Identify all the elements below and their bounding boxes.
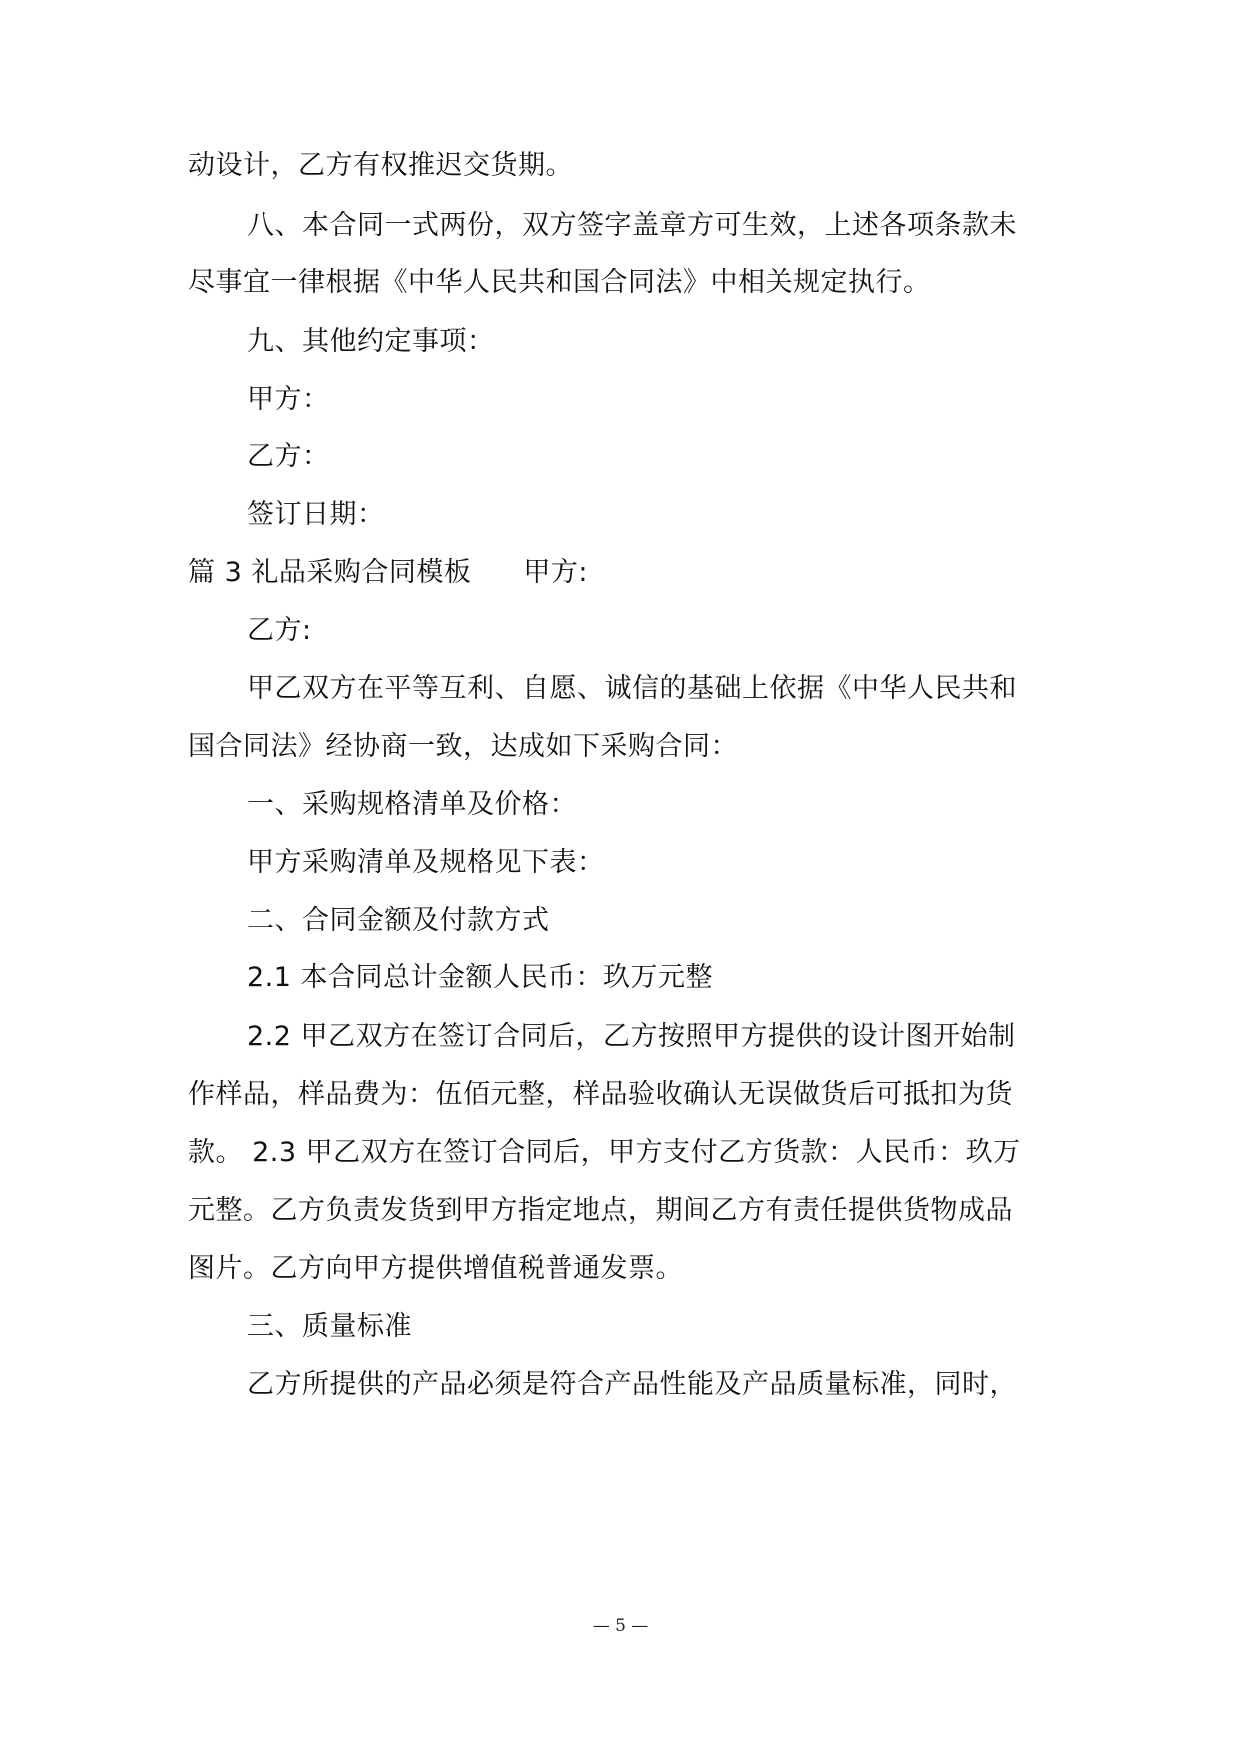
clause-2-3-line-3: 图片。乙方向甲方提供增值税普通发票。 (188, 1253, 683, 1284)
clause-2-1: 2.1 本合同总计金额人民币：玖万元整 (247, 962, 714, 993)
clause-2-2-line-2: 作样品，样品费为：伍佰元整，样品验收确认无误做货后可抵扣为货 (188, 1079, 1013, 1110)
section-one-heading: 一、采购规格清单及价格： (247, 789, 577, 820)
preamble-line-1: 甲乙双方在平等互利、自愿、诚信的基础上依据《中华人民共和 (247, 673, 1017, 704)
section-title: 篇 3 礼品采购合同模板 (188, 557, 472, 588)
party-a-label: 甲方： (247, 384, 330, 415)
paragraph-line: 动设计，乙方有权推迟交货期。 (188, 150, 573, 181)
section-heading (188, 553, 588, 593)
quality-line-1: 乙方所提供的产品必须是符合产品性能及产品质量标准，同时， (247, 1369, 1017, 1400)
signing-date-label: 签订日期： (247, 499, 385, 530)
clause-2-2-line-1: 2.2 甲乙双方在签订合同后，乙方按照甲方提供的设计图开始制 (247, 1021, 1016, 1052)
section-party-a: 甲方: (523, 557, 588, 588)
page-number: — 5 — (592, 1616, 649, 1636)
party-b-label: 乙方： (247, 441, 330, 472)
preamble-line-2: 国合同法》经协商一致，达成如下采购合同： (188, 731, 738, 762)
section-two-heading: 二、合同金额及付款方式 (247, 905, 550, 936)
clause-eight-line-2: 尽事宜一律根据《中华人民共和国合同法》中相关规定执行。 (188, 267, 931, 298)
party-b-line: 乙方: (247, 615, 312, 646)
section-three-heading: 三、质量标准 (247, 1311, 412, 1342)
purchase-list-line: 甲方采购清单及规格见下表： (247, 847, 605, 878)
clause-2-3-line-1: 款。 2.3 甲乙双方在签订合同后，甲方支付乙方货款：人民币：玖万 (188, 1137, 1021, 1168)
clause-nine: 九、其他约定事项： (247, 326, 495, 357)
clause-eight-line-1: 八、本合同一式两份，双方签字盖章方可生效，上述各项条款未 (247, 210, 1017, 241)
clause-2-3-line-2: 元整。乙方负责发货到甲方指定地点，期间乙方有责任提供货物成品 (188, 1195, 1013, 1226)
